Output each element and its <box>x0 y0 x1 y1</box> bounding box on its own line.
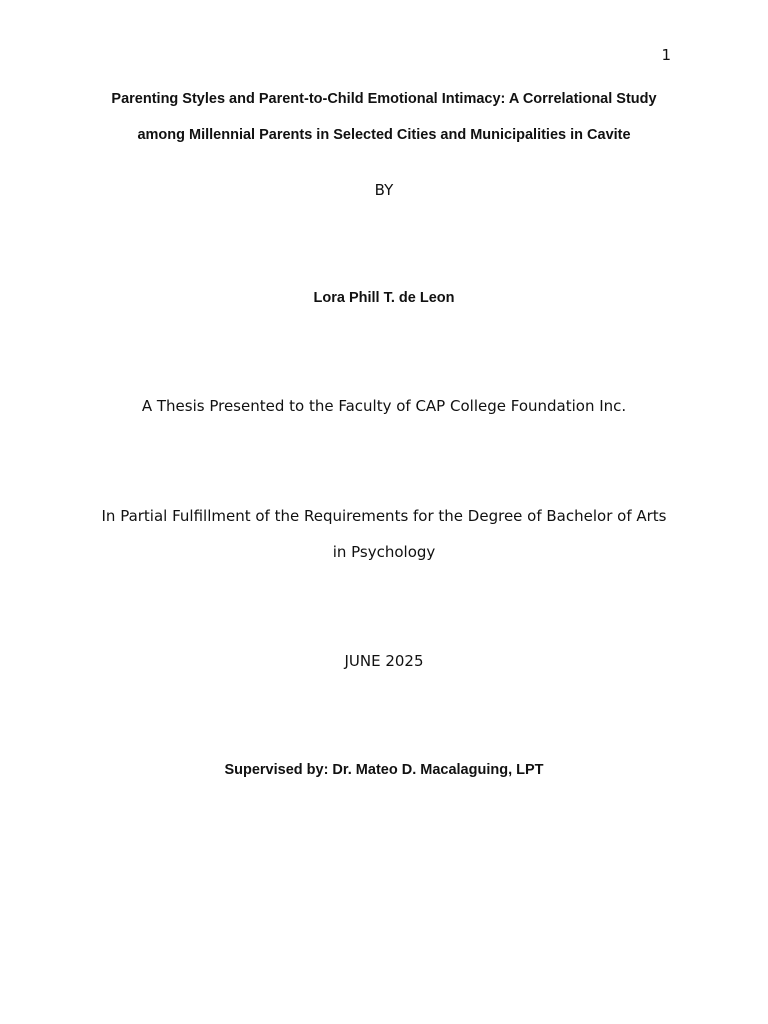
thesis-title-line-2: among Millennial Parents in Selected Cities and Municipalities in Cavite <box>137 127 631 143</box>
submission-date: JUNE 2025 <box>344 652 424 670</box>
author-name: Lora Phill T. de Leon <box>313 290 455 306</box>
supervisor-credit: Supervised by: Dr. Mateo D. Macalaguing, LPT <box>224 762 544 778</box>
presented-to-statement: A Thesis Presented to the Faculty of CAP College Foundation Inc. <box>141 397 627 415</box>
fulfillment-line-2: in Psychology <box>332 543 436 561</box>
page-number: 1 <box>661 46 671 64</box>
by-label: BY <box>374 181 394 199</box>
thesis-title-line-1: Parenting Styles and Parent-to-Child Emotional Intimacy: A Correlational Study <box>111 91 657 107</box>
fulfillment-line-1: In Partial Fulfillment of the Requirements for the Degree of Bachelor of Arts <box>101 507 667 525</box>
